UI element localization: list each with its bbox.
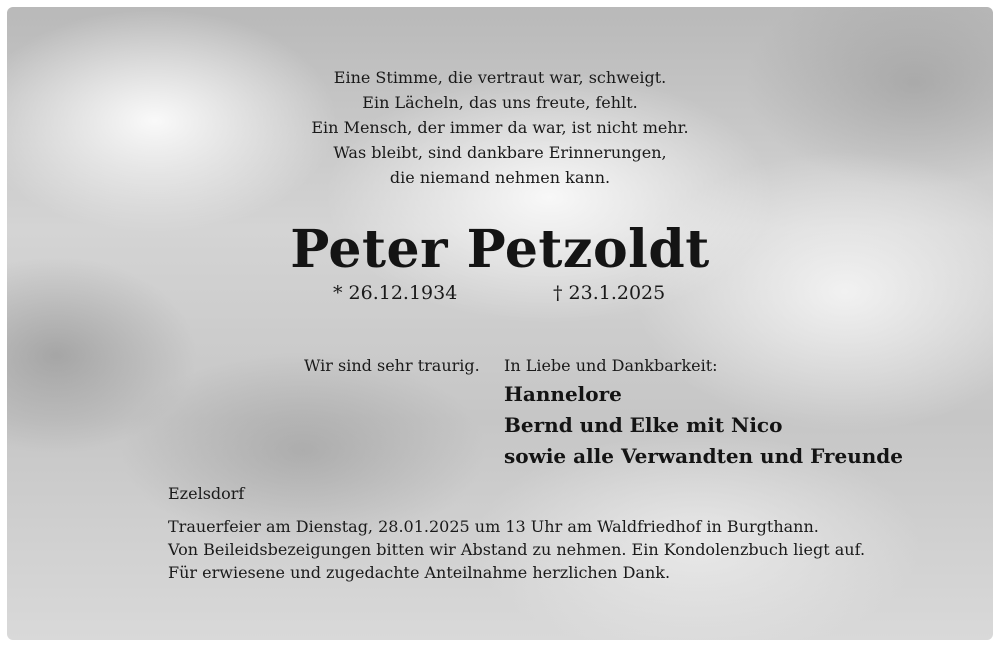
poem-line: die niemand nehmen kann.: [389, 168, 611, 187]
info-line: Von Beileidsbezeigungen bitten wir Abstand zu nehmen. Ein Kondolenzbuch liegt auf.: [168, 540, 866, 559]
poem: [7, 65, 993, 190]
sad-text: Wir sind sehr traurig.: [304, 356, 480, 375]
family-list: [504, 379, 903, 472]
info-line: Für erwiesene und zugedachte Anteilnahme herzlichen Dank.: [168, 563, 671, 582]
death-date: † 23.1.2025: [553, 282, 666, 304]
family-member: Hannelore: [504, 382, 622, 406]
place-name: Ezelsdorf: [168, 484, 245, 503]
poem-line: Ein Mensch, der immer da war, ist nicht mehr.: [311, 118, 689, 137]
family-member: sowie alle Verwandten und Freunde: [504, 444, 903, 468]
poem-line: Ein Lächeln, das uns freute, fehlt.: [362, 93, 638, 112]
poem-line: Eine Stimme, die vertraut war, schweigt.: [333, 68, 667, 87]
poem-line: Was bleibt, sind dankbare Erinnerungen,: [333, 143, 667, 162]
deceased-name: Peter Petzoldt: [290, 219, 710, 280]
info-line: Trauerfeier am Dienstag, 28.01.2025 um 13 Uhr am Waldfriedhof in Burgthann.: [168, 517, 819, 536]
love-text: In Liebe und Dankbarkeit:: [504, 356, 718, 375]
family-member: Bernd und Elke mit Nico: [504, 413, 783, 437]
funeral-info: [168, 515, 865, 584]
obituary-card: [7, 7, 993, 640]
birth-date: * 26.12.1934: [333, 282, 458, 304]
